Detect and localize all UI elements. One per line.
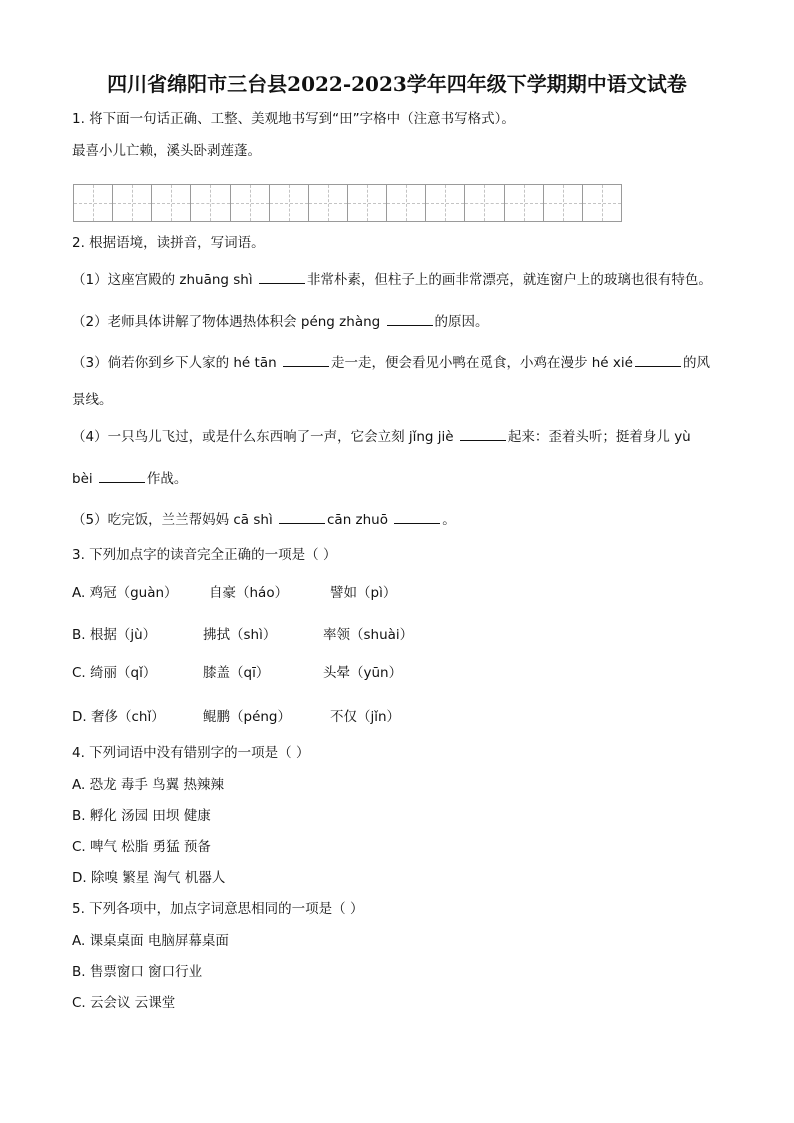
q4-option-b[interactable]: B. 孵化 汤园 田坝 健康	[72, 808, 211, 824]
grid-cell[interactable]	[191, 185, 230, 221]
q2-item-3	[72, 354, 710, 372]
q2-item-3-text-a: （3）倘若你到乡下人家的 hé tān	[72, 355, 281, 371]
q2-item-3-text-c: 的风	[682, 355, 710, 371]
grid-cell[interactable]	[113, 185, 152, 221]
q2-stem: 2. 根据语境，读拼音，写词语。	[72, 235, 265, 251]
q3-option-d[interactable]	[72, 708, 401, 726]
q5-option-c[interactable]: C. 云会议 云课堂	[72, 995, 176, 1011]
grid-cell[interactable]	[152, 185, 191, 221]
q3-d-1: D. 奢侈（chǐ）	[72, 709, 165, 725]
q2-item-5-text-b: cān zhuō	[327, 512, 393, 528]
q4-option-d[interactable]: D. 除嗅 繁星 淘气 机器人	[72, 870, 226, 886]
q4-stem: 4. 下列词语中没有错别字的一项是（ ）	[72, 745, 310, 761]
q2-item-2-text-a: （2）老师具体讲解了物体遇热体积会 péng zhàng	[72, 314, 385, 330]
q5-option-a[interactable]: A. 课桌桌面 电脑屏幕桌面	[72, 933, 229, 949]
q2-item-3-cont: 景线。	[72, 392, 113, 408]
grid-cell[interactable]	[348, 185, 387, 221]
answer-blank[interactable]	[99, 470, 145, 483]
q2-item-4-text-b: 起来：歪着头听；挺着身儿 yù	[507, 429, 691, 445]
grid-cell[interactable]	[426, 185, 465, 221]
q3-b-2: 拂拭（shì）	[203, 627, 277, 643]
q3-b-3: 率领（shuài）	[323, 627, 414, 643]
grid-cell[interactable]	[387, 185, 426, 221]
q1-stem: 1. 将下面一句话正确、工整、美观地书写到“田”字格中（注意书写格式）。	[72, 111, 515, 127]
q2-item-5-text-c: 。	[442, 512, 456, 528]
q3-c-1: C. 绮丽（qǐ）	[72, 665, 157, 681]
q5-option-b[interactable]: B. 售票窗口 窗口行业	[72, 964, 203, 980]
q2-item-3-text-b: 走一走，便会看见小鸭在觅食，小鸡在漫步 hé xié	[330, 355, 633, 371]
q5-stem: 5. 下列各项中，加点字词意思相同的一项是（ ）	[72, 901, 364, 917]
q3-b-1: B. 根据（jù）	[72, 627, 157, 643]
q2-item-5-text-a: （5）吃完饭，兰兰帮妈妈 cā shì	[72, 512, 277, 528]
q3-a-3: 譬如（pì）	[330, 585, 397, 601]
grid-cell[interactable]	[583, 185, 621, 221]
q1-sentence: 最喜小儿亡赖，溪头卧剥莲蓬。	[72, 143, 261, 159]
answer-blank[interactable]	[283, 354, 329, 367]
grid-cell[interactable]	[544, 185, 583, 221]
grid-cell[interactable]	[270, 185, 309, 221]
answer-blank[interactable]	[259, 271, 305, 284]
q3-option-c[interactable]	[72, 664, 403, 682]
q3-c-2: 膝盖（qī）	[203, 665, 270, 681]
q2-item-1-text-a: （1）这座宫殿的 zhuāng shì	[72, 272, 257, 288]
q4-option-a[interactable]: A. 恐龙 毒手 鸟翼 热辣辣	[72, 777, 224, 793]
q3-stem: 3. 下列加点字的读音完全正确的一项是（ ）	[72, 547, 337, 563]
q2-item-1-text-b: 非常朴素，但柱子上的画非常漂亮，就连窗户上的玻璃也很有特色。	[306, 272, 712, 288]
answer-blank[interactable]	[635, 354, 681, 367]
q3-a-1: A. 鸡冠（guàn）	[72, 585, 178, 601]
q2-item-4-text-c: bèi	[72, 471, 97, 487]
page-title: 四川省绵阳市三台县2022-2023学年四年级下学期期中语文试卷	[107, 72, 687, 96]
tianzige-grid[interactable]	[73, 184, 622, 222]
q2-item-4-cont	[72, 470, 187, 488]
q2-item-4-text-a: （4）一只鸟儿飞过，或是什么东西响了一声，它会立刻 jǐng jiè	[72, 429, 458, 445]
q2-item-1	[72, 271, 712, 289]
grid-cell[interactable]	[505, 185, 544, 221]
grid-cell[interactable]	[465, 185, 504, 221]
q3-option-a[interactable]	[72, 584, 397, 602]
q3-a-2: 自豪（háo）	[209, 585, 289, 601]
answer-blank[interactable]	[279, 511, 325, 524]
q3-option-b[interactable]	[72, 626, 414, 644]
grid-cell[interactable]	[74, 185, 113, 221]
grid-cell[interactable]	[309, 185, 348, 221]
answer-blank[interactable]	[387, 313, 433, 326]
q3-d-3: 不仅（jǐn）	[330, 709, 401, 725]
answer-blank[interactable]	[394, 511, 440, 524]
q3-c-3: 头晕（yūn）	[323, 665, 403, 681]
q2-item-2	[72, 313, 489, 331]
q2-item-4-text-d: 作战。	[146, 471, 188, 487]
answer-blank[interactable]	[460, 428, 506, 441]
q2-item-4	[72, 428, 691, 446]
q3-d-2: 鲲鹏（péng）	[203, 709, 292, 725]
q2-item-5	[72, 511, 456, 529]
q2-item-2-text-b: 的原因。	[434, 314, 489, 330]
q4-option-c[interactable]: C. 啤气 松脂 勇猛 预备	[72, 839, 211, 855]
grid-cell[interactable]	[231, 185, 270, 221]
